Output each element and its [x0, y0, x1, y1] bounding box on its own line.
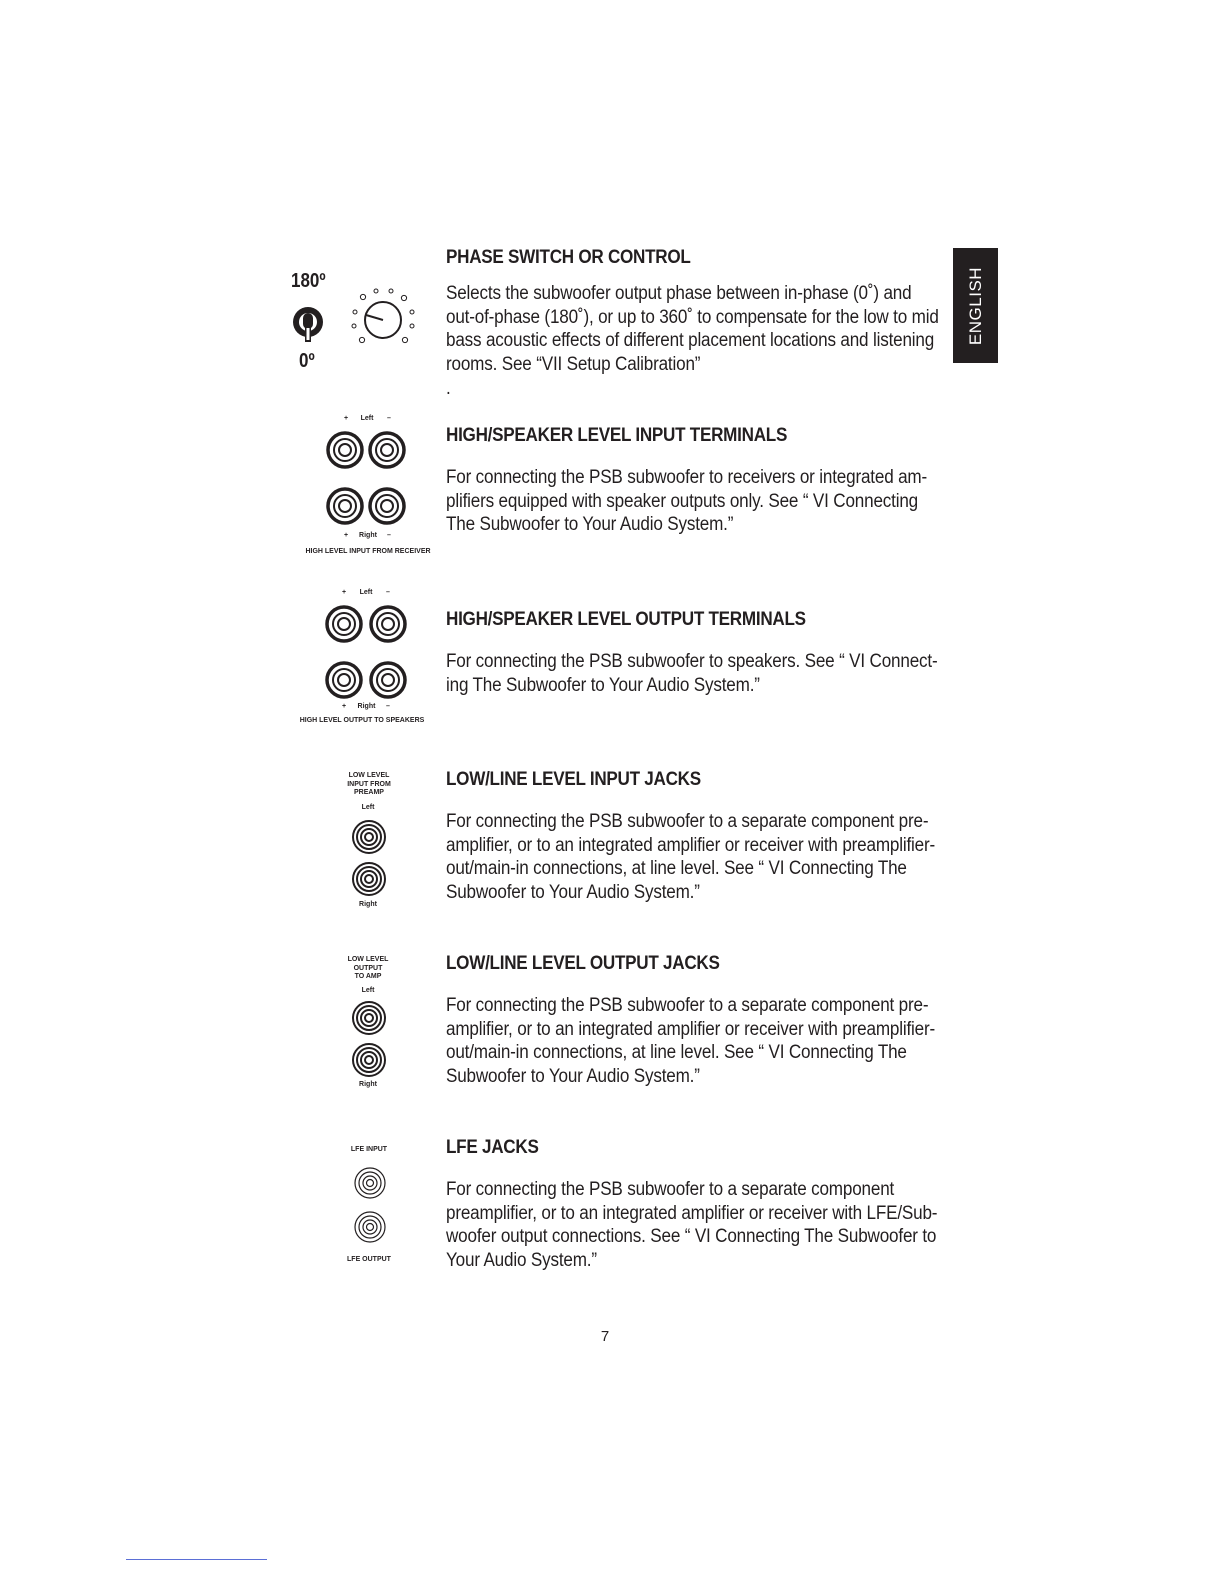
rca-jack-icon — [353, 1002, 385, 1034]
body-line: rooms. See “VII Setup Calibration” — [446, 354, 701, 376]
section-heading-high-output: HIGH/SPEAKER LEVEL OUTPUT TERMINALS — [446, 609, 806, 630]
minus-label: – — [386, 589, 390, 596]
lfe-jacks — [352, 1165, 388, 1247]
left-label: Left — [360, 415, 374, 422]
rca-jack-icon — [353, 863, 385, 895]
lfe-output-label: LFE OUTPUT — [347, 1256, 391, 1263]
section-body-low-output — [446, 994, 936, 1089]
figure-title-line: PREAMP — [354, 789, 384, 796]
section-body-high-input — [446, 466, 932, 537]
plus-label: + — [341, 703, 347, 710]
rca-jack-icon — [353, 821, 385, 853]
plus-label: + — [343, 415, 349, 422]
rca-jack-icon — [355, 1168, 385, 1198]
body-line: out-of-phase (180˚), or up to 360˚ to compensate for the low to mid — [446, 306, 939, 328]
plus-label: + — [343, 532, 349, 539]
plus-label: + — [341, 589, 347, 596]
right-label: Right — [359, 532, 377, 539]
high-input-caption: HIGH LEVEL INPUT FROM RECEIVER — [305, 548, 431, 555]
footer-rule — [126, 1559, 267, 1560]
body-line: . — [446, 377, 451, 399]
low-output-title — [333, 956, 403, 982]
section-heading-high-input: HIGH/SPEAKER LEVEL INPUT TERMINALS — [446, 425, 788, 446]
body-line: plifiers equipped with speaker outputs only. See “ VI Connecting — [446, 490, 919, 512]
low-input-jacks — [350, 818, 388, 898]
figure-title-line: OUTPUT — [353, 964, 383, 972]
low-output-jacks — [350, 999, 388, 1079]
body-line: out/main-in connections, at line level. See “ VI Connecting The — [446, 858, 907, 880]
binding-post-icon — [328, 433, 362, 467]
figure-title-line: LOW LEVEL — [347, 956, 389, 963]
lfe-input-label: LFE INPUT — [350, 1146, 388, 1153]
right-label: Right — [359, 1081, 377, 1088]
high-output-caption: HIGH LEVEL OUTPUT TO SPEAKERS — [299, 717, 425, 724]
rca-jack-icon — [353, 1044, 385, 1076]
binding-post-icon — [327, 607, 361, 641]
section-heading-lfe: LFE JACKS — [446, 1137, 539, 1158]
body-line: amplifier, or to an integrated amplifier or receiver with preamplifier- — [446, 834, 936, 856]
binding-post-icon — [371, 663, 405, 697]
left-label: Left — [361, 804, 375, 811]
phase-knob-icon — [346, 284, 420, 348]
body-line: For connecting the PSB subwoofer to a separate component pre- — [446, 995, 929, 1016]
body-line: Subwoofer to Your Audio System.” — [446, 882, 700, 904]
binding-post-icon — [370, 489, 404, 523]
phase-0-label: 0º — [299, 350, 315, 372]
body-line: out/main-in connections, at line level. See “ VI Connecting The — [446, 1042, 907, 1064]
high-output-terminals — [322, 602, 410, 700]
minus-label: – — [387, 532, 391, 539]
phase-180-label: 180º — [291, 270, 326, 292]
body-line: For connecting the PSB subwoofer to a separate component pre- — [446, 811, 929, 832]
binding-post-icon — [328, 489, 362, 523]
body-line: Your Audio System.” — [446, 1250, 597, 1272]
body-line: preamplifier, or to an integrated amplifier or receiver with LFE/Sub- — [446, 1202, 938, 1224]
language-tab-label: ENGLISH — [965, 266, 985, 345]
body-line: woofer output connections. See “ VI Connecting The Subwoofer to — [446, 1226, 937, 1248]
body-line: Subwoofer to Your Audio System.” — [446, 1066, 700, 1088]
section-body-phase — [446, 282, 939, 401]
section-heading-low-output: LOW/LINE LEVEL OUTPUT JACKS — [446, 953, 720, 974]
figure-title-line: LOW LEVEL — [348, 772, 390, 779]
body-line: For connecting the PSB subwoofer to a separate component — [446, 1179, 895, 1200]
left-label: Left — [361, 987, 375, 994]
binding-post-icon — [327, 663, 361, 697]
body-line: amplifier, or to an integrated amplifier or receiver with preamplifier- — [446, 1018, 936, 1040]
body-line: bass acoustic effects of different placement locations and listening — [446, 330, 935, 352]
body-line: The Subwoofer to Your Audio System.” — [446, 514, 734, 536]
right-label: Right — [359, 901, 377, 908]
high-input-terminals — [324, 428, 410, 526]
left-label: Left — [359, 589, 373, 596]
phase-toggle-switch-icon — [290, 302, 328, 350]
body-line: Selects the subwoofer output phase between in-phase (0˚) and — [446, 283, 912, 304]
low-input-title — [334, 772, 404, 798]
section-heading-phase: PHASE SWITCH OR CONTROL — [446, 247, 691, 268]
language-tab — [953, 248, 998, 363]
page-number: 7 — [600, 1328, 610, 1345]
body-line: For connecting the PSB subwoofer to speakers. See “ VI Connect- — [446, 651, 938, 672]
figure-title-line: TO AMP — [354, 973, 382, 980]
right-label: Right — [357, 703, 376, 710]
rca-jack-icon — [355, 1212, 385, 1242]
binding-post-icon — [371, 607, 405, 641]
section-body-low-input — [446, 810, 936, 905]
body-line: For connecting the PSB subwoofer to receivers or integrated am- — [446, 467, 928, 488]
binding-post-icon — [370, 433, 404, 467]
minus-label: – — [386, 703, 390, 710]
section-body-lfe — [446, 1178, 938, 1273]
section-body-high-output — [446, 650, 938, 697]
section-heading-low-input: LOW/LINE LEVEL INPUT JACKS — [446, 769, 701, 790]
minus-label: – — [387, 415, 391, 422]
figure-title-line: INPUT FROM — [347, 780, 391, 788]
body-line: ing The Subwoofer to Your Audio System.” — [446, 674, 760, 696]
